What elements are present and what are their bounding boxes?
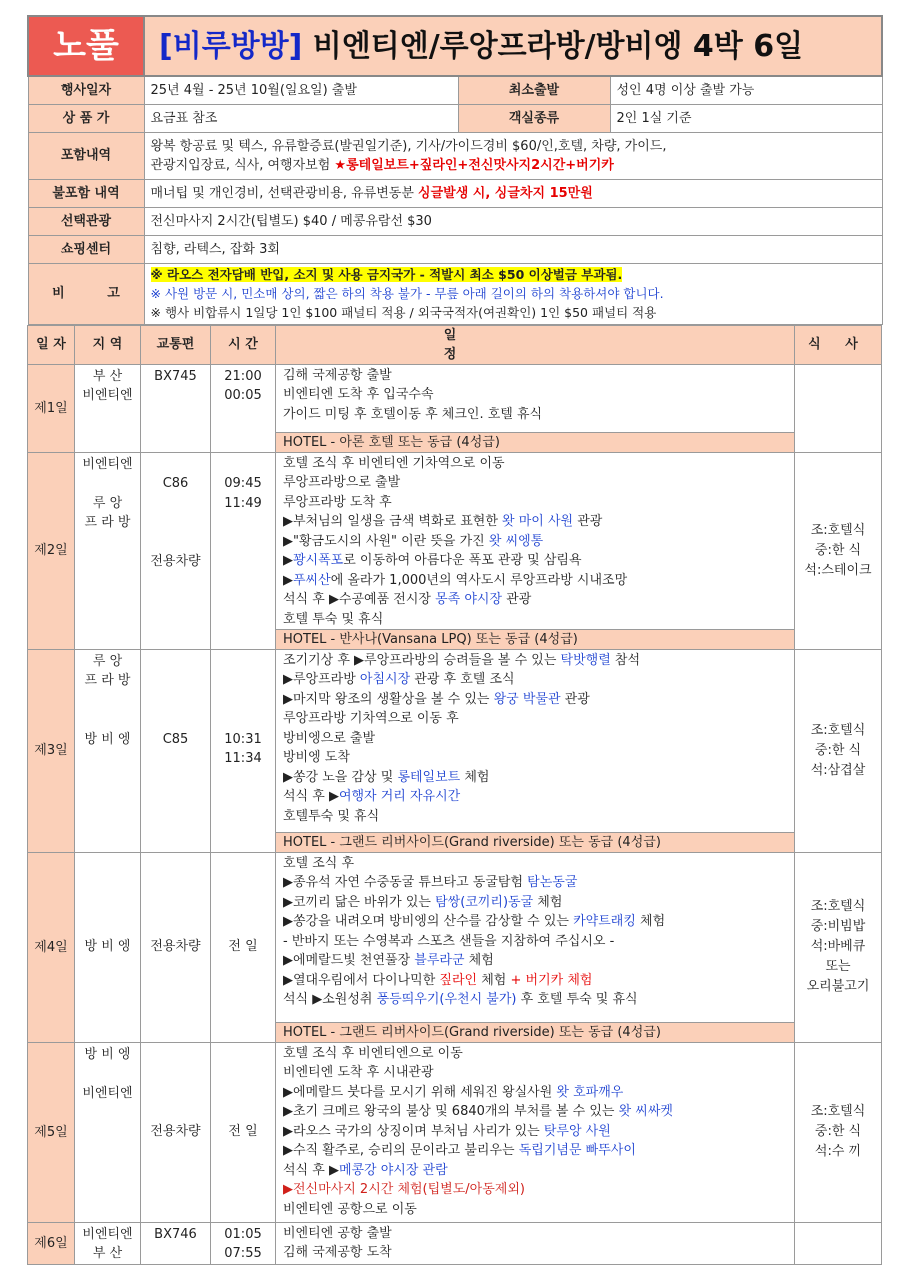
cell-line: 비엔티엔: [82, 1226, 133, 1242]
day-label: 제6일: [28, 1222, 75, 1264]
schedule-text: ▶마지막 왕조의 생활상을 볼 수 있는: [283, 691, 494, 707]
shop-label: 쇼핑센터: [28, 235, 144, 263]
highlight-text: 풍등띄우기(우천시 불가): [376, 992, 517, 1007]
itinerary-day-row: [28, 649, 882, 852]
excl-label: 불포함 내역: [28, 179, 144, 207]
min-value: 성인 4명 이상 출발 가능: [610, 76, 882, 104]
highlight-text: 왓 씨싸켓: [618, 1104, 673, 1119]
schedule-line: [276, 1102, 794, 1122]
hotel-info: HOTEL - 그랜드 리버사이드(Grand riverside) 또는 동급 (4성급): [276, 1022, 794, 1042]
schedule-line: [276, 807, 794, 827]
region-cell: [75, 364, 141, 452]
room-label: 객실종류: [458, 104, 610, 132]
cell-line: 00:05: [224, 388, 262, 403]
incl-line2-text: 관광지입장료, 식사, 여행자보험: [150, 157, 335, 173]
schedule-text: 체험: [533, 894, 563, 910]
schedule-text: 김해 국제공항 도착: [283, 1245, 392, 1260]
cell-line: [141, 710, 210, 730]
time-cell: [211, 1222, 276, 1264]
cell-line: 프 라 방: [84, 515, 131, 530]
shop-value: 침향, 라텍스, 잡화 3회: [144, 235, 882, 263]
highlight-text: 탓루앙 사원: [543, 1123, 611, 1139]
transport-cell: [141, 1042, 211, 1222]
highlight-text: 탁밧행렬: [560, 652, 611, 668]
brand-logo: 노풀: [28, 16, 144, 76]
schedule-line: [276, 670, 794, 690]
cell-line: [75, 710, 140, 730]
schedule-cell: [276, 649, 795, 852]
incl-line1: 왕복 항공료 및 텍스, 유류할증료(발권일기준), 기사/가이드경비 $60/인,호텔, 차량, 가이드,: [150, 138, 667, 154]
transport-cell: [141, 1222, 211, 1264]
schedule-text: 비엔티엔 공항 출발: [283, 1225, 392, 1241]
day-label: 제4일: [28, 852, 75, 1042]
schedule-text: 비엔티엔 공항으로 이동: [283, 1201, 417, 1217]
hotel-info: HOTEL - 아론 호텔 또는 동급 (4성급): [276, 432, 794, 452]
schedule-text: ▶쏭강 노을 감상 및: [283, 769, 398, 785]
schedule-text: 조기기상 후 ▶루앙프라방의 승려들을 볼 수 있는: [283, 652, 561, 668]
meal-cell: [795, 1042, 882, 1222]
header-col-region: 지 역: [75, 325, 141, 364]
header-col-time: 시 간: [211, 325, 276, 364]
header-col-schedule: 일 정: [276, 325, 795, 364]
info-table: [27, 15, 883, 325]
transport-cell: [141, 452, 211, 649]
schedule-text: 비엔티엔 도착 후 시내관광: [283, 1065, 434, 1080]
schedule-line: [276, 493, 794, 513]
cell-line: 부 산: [92, 1246, 123, 1261]
cell-line: [75, 1064, 140, 1084]
schedule-text: 석식 후 ▶수공예품 전시장: [283, 592, 436, 607]
itinerary-day-row: [28, 452, 882, 649]
highlight-text: 꽝시폭포: [293, 553, 344, 568]
cell-line: [141, 533, 210, 553]
meal-item: 석:수 끼: [814, 1144, 862, 1159]
schedule-line: [276, 610, 794, 630]
cell-line: 전 일: [228, 939, 258, 955]
schedule-text: 석식 ▶소원성취: [283, 992, 377, 1007]
excl-single-charge: 싱글발생 시, 싱글차지 15만원: [418, 185, 593, 201]
highlight-text: ▶전신마사지 2시간 체험(팁별도/아동제외): [283, 1182, 525, 1197]
schedule-text: 체험: [477, 972, 511, 988]
cell-line: 전용차량: [150, 1124, 201, 1140]
cell-line: C86: [162, 476, 189, 491]
cell-line: 방 비 엥: [84, 731, 131, 747]
cell-line: 루 앙: [92, 495, 123, 511]
region-cell: [75, 452, 141, 649]
cell-line: 전용차량: [150, 939, 201, 955]
cell-line: 루 앙: [92, 653, 123, 669]
cell-line: [211, 671, 275, 691]
schedule-text: 참석: [610, 652, 641, 668]
schedule-text: 호텔 조식 후: [283, 855, 355, 871]
transport-cell: [141, 649, 211, 852]
schedule-text: 김해 국제공항 출발: [283, 367, 392, 383]
schedule-line: [276, 454, 794, 474]
schedule-line: [276, 1161, 794, 1181]
schedule-line: [276, 512, 794, 532]
schedule-text: ▶루앙프라방: [283, 672, 360, 687]
time-cell: [211, 852, 276, 1042]
cell-line: 부 산: [92, 368, 123, 384]
schedule-text: ▶부처님의 일생을 금색 벽화로 표현한: [283, 514, 503, 529]
cell-line: [141, 691, 210, 711]
schedule-text: 관광 후 호텔 조식: [410, 672, 515, 687]
hotel-info: HOTEL - 반사나(Vansana LPQ) 또는 동급 (4성급): [276, 629, 794, 649]
schedule-text: 후 호텔 투숙 및 휴식: [516, 992, 638, 1007]
region-cell: [75, 649, 141, 852]
schedule-cell: [276, 1042, 795, 1222]
highlight-text: 왕궁 박물관: [493, 691, 561, 707]
header-col-day: 일 자: [28, 325, 75, 364]
period-label: 행사일자: [28, 76, 144, 104]
itinerary-day-row: [28, 364, 882, 452]
cell-line: 21:00: [224, 368, 262, 384]
schedule-line: [276, 1141, 794, 1161]
schedule-cell: [276, 852, 795, 1042]
day-label: 제3일: [28, 649, 75, 852]
time-cell: [211, 649, 276, 852]
meal-item: 중:한 식: [814, 542, 862, 558]
schedule-line: [276, 1063, 794, 1083]
schedule-text: ▶종유석 자연 수중동굴 튜브타고 동굴탐험: [283, 875, 528, 890]
room-value: 2인 1실 기준: [610, 104, 882, 132]
schedule-text: 체험: [635, 914, 666, 929]
schedule-line: [276, 532, 794, 552]
opt-label: 선택관광: [28, 207, 144, 235]
cell-line: 전 일: [228, 1124, 258, 1140]
schedule-line: [276, 651, 794, 671]
cell-line: [211, 652, 275, 672]
time-cell: [211, 452, 276, 649]
schedule-text: 체험: [464, 953, 494, 968]
schedule-text: 석식 후 ▶: [283, 1162, 339, 1178]
excl-value: [144, 179, 882, 207]
schedule-line: [276, 873, 794, 893]
title-main: 비엔티엔/루앙프라방/방비엥 4박 6일: [302, 28, 804, 64]
schedule-text: 관광: [560, 691, 590, 707]
schedule-line: [276, 951, 794, 971]
cell-line: BX745: [154, 368, 197, 384]
excl-text: 매너팁 및 개인경비, 선택관광비용, 유류변동분: [150, 185, 419, 201]
schedule-line: [276, 729, 794, 749]
schedule-line: [276, 690, 794, 710]
schedule-text: ▶초기 크메르 왕국의 불상 및 6840개의 부처를 볼 수 있는: [283, 1104, 619, 1119]
schedule-line: [276, 971, 794, 991]
cell-line: 프 라 방: [84, 673, 131, 688]
cell-line: [75, 474, 140, 494]
highlight-text: 독립기념문 빠뚜사이: [518, 1143, 636, 1158]
schedule-text: 관광: [502, 592, 532, 607]
period-value: 25년 4월 - 25년 10월(일요일) 출발: [144, 76, 458, 104]
highlight-text: 탐논동굴: [527, 875, 578, 890]
schedule-text: - 반바지 또는 수영복과 스포츠 샌들을 지참하여 주십시오 -: [283, 933, 615, 949]
schedule-line: [276, 385, 794, 405]
schedule-text: 루앙프라방 도착 후: [283, 494, 392, 510]
cell-line: [211, 691, 275, 711]
cell-line: 방 비 엥: [84, 1046, 131, 1062]
highlight-text: 왓 씨엥통: [488, 533, 544, 549]
cell-line: BX746: [154, 1226, 197, 1242]
meal-cell: [795, 364, 882, 452]
cell-line: [141, 494, 210, 514]
price-label: 상 품 가: [28, 104, 144, 132]
note-value: [144, 263, 882, 324]
highlight-text: 카약트래킹: [573, 914, 636, 929]
day-label: 제1일: [28, 364, 75, 452]
time-cell: [211, 364, 276, 452]
incl-value: [144, 132, 882, 179]
meal-item: 조:호텔식: [810, 899, 866, 914]
schedule-text: 에 올라가 1,000년의 역사도시 루앙프라방 시내조망: [330, 572, 628, 588]
time-cell: [211, 1042, 276, 1222]
highlight-text: 왓 호파깨우: [556, 1084, 624, 1100]
schedule-line: [276, 473, 794, 493]
schedule-line: [276, 990, 794, 1010]
meal-cell: [795, 649, 882, 852]
meal-cell: [795, 1222, 882, 1264]
incl-highlight: ★롱테일보트+짚라인+전신맛사지2시간+버기카: [334, 157, 614, 173]
schedule-line: [276, 1224, 794, 1244]
schedule-text: 방비엥 도착: [283, 750, 350, 765]
highlight-text: 아침시장: [359, 672, 411, 687]
schedule-line: [276, 1044, 794, 1064]
schedule-text: 방비엥으로 출발: [283, 730, 376, 746]
cell-line: [211, 710, 275, 730]
schedule-line: [276, 893, 794, 913]
cell-line: C85: [162, 731, 189, 747]
schedule-text: ▶코끼리 닮은 바위가 있는: [283, 894, 436, 910]
itinerary-document: [27, 15, 881, 1265]
schedule-line: [276, 1180, 794, 1200]
itinerary-day-row: [28, 852, 882, 1042]
day-label: 제2일: [28, 452, 75, 649]
meal-item: 조:호텔식: [810, 1104, 866, 1119]
meal-item: 조:호텔식: [810, 522, 866, 538]
schedule-text: 호텔투숙 및 휴식: [283, 808, 380, 824]
cell-line: 비엔티엔: [82, 456, 133, 472]
meal-item: 중:비빔밥: [810, 919, 866, 934]
schedule-text: 로 이동하여 아름다운 폭포 관광 및 삼림욕: [343, 553, 582, 568]
highlight-text: 푸씨산: [293, 572, 331, 588]
schedule-line: [276, 366, 794, 386]
schedule-line: [276, 551, 794, 571]
cell-line: 방 비 엥: [84, 939, 131, 955]
note-penalty: ※ 행사 비합류시 1일당 1인 $100 패널티 적용 / 외국국적자(여권확인) 1인 $50 패널티 적용: [150, 305, 657, 320]
meal-item: 중:한 식: [814, 1124, 862, 1139]
schedule-text: ▶에메랄드빛 천연풀장: [283, 953, 415, 968]
highlight-text: 블루라군: [414, 953, 465, 968]
schedule-text: ▶라오스 국가의 상징이며 부처님 사리가 있는: [283, 1123, 544, 1139]
schedule-text: 호텔 조식 후 비엔티엔으로 이동: [283, 1045, 463, 1061]
meal-item: 조:호텔식: [810, 722, 866, 738]
header-col-transport: 교통편: [141, 325, 211, 364]
schedule-text: 호텔 조식 후 비엔티엔 기차역으로 이동: [283, 455, 505, 471]
schedule-line: [276, 768, 794, 788]
schedule-line: [276, 1200, 794, 1220]
meal-cell: [795, 852, 882, 1042]
schedule-text: ▶수직 활주로, 승리의 문이라고 불리우는: [283, 1143, 519, 1158]
page-title: [144, 16, 882, 76]
meal-cell: [795, 452, 882, 649]
schedule-line: [276, 405, 794, 425]
itinerary-table: [27, 325, 882, 1265]
schedule-text: ▶: [283, 553, 293, 568]
note-ecig: ※ 라오스 전자담배 반입, 소지 및 사용 금지국가 - 적발시 최소 $50 이상벌금 부과됨.: [150, 267, 623, 282]
transport-cell: [141, 852, 211, 1042]
cell-line: [141, 455, 210, 475]
meal-item: 중:한 식: [814, 742, 862, 758]
cell-line: 비엔티엔: [82, 1085, 133, 1101]
highlight-text: 몽족 야시장: [435, 592, 503, 607]
meal-item: 석:바베큐: [810, 939, 866, 954]
schedule-text: 호텔 투숙 및 휴식: [283, 611, 384, 627]
schedule-cell: [276, 1222, 795, 1264]
cell-line: 09:45: [224, 476, 262, 491]
schedule-text: 가이드 미팅 후 호텔이동 후 체크인. 호텔 휴식: [283, 406, 543, 422]
region-cell: [75, 852, 141, 1042]
schedule-text: ▶: [283, 572, 293, 588]
highlight-text: 탐쌍(코끼리)동굴: [435, 894, 534, 910]
schedule-line: [276, 854, 794, 874]
meal-item: 석:스테이크: [804, 562, 872, 578]
hotel-info: HOTEL - 그랜드 리버사이드(Grand riverside) 또는 동급 (4성급): [276, 832, 794, 852]
min-label: 최소출발: [458, 76, 610, 104]
schedule-line: [276, 932, 794, 952]
itinerary-day-row: [28, 1222, 882, 1264]
transport-cell: [141, 364, 211, 452]
cell-line: [141, 513, 210, 533]
schedule-line: [276, 571, 794, 591]
note-label: 비 고: [28, 263, 144, 324]
region-cell: [75, 1042, 141, 1222]
meal-item: 오리불고기: [806, 979, 870, 994]
note-dress: ※ 사원 방문 시, 민소매 상의, 짧은 하의 착용 불가 - 무릎 아래 길이의 하의 착용하셔야 합니다.: [150, 286, 664, 301]
header-col-meal: 식 사: [795, 325, 882, 364]
schedule-text: 체험: [460, 769, 490, 785]
highlight-text: 왓 마이 사원: [502, 514, 574, 529]
cell-line: 10:31: [224, 731, 262, 747]
schedule-line: [276, 748, 794, 768]
schedule-text: ▶열대우림에서 다이나믹한: [283, 972, 440, 988]
schedule-text: 관광: [573, 514, 603, 529]
highlight-text: + 버기카 체험: [510, 972, 593, 988]
cell-line: 비엔티엔: [82, 388, 133, 403]
cell-line: [141, 671, 210, 691]
schedule-text: 루앙프라방으로 출발: [283, 475, 401, 490]
schedule-text: 루앙프라방 기차역으로 이동 후: [283, 711, 459, 726]
schedule-line: [276, 787, 794, 807]
highlight-text: 메콩강 야시장 관람: [338, 1162, 448, 1178]
cell-line: 전용차량: [150, 554, 201, 569]
region-cell: [75, 1222, 141, 1264]
highlight-text: 짚라인: [439, 972, 478, 988]
cell-line: [141, 652, 210, 672]
title-bracket: [비루방방]: [159, 28, 303, 64]
schedule-text: 석식 후 ▶: [283, 789, 339, 804]
cell-line: [211, 455, 275, 475]
schedule-text: ▶에메랄드 붓다를 모시기 위해 세워진 왕실사원: [283, 1084, 557, 1100]
schedule-text: ▶"황금도시의 사원" 이란 뜻을 가진: [283, 533, 489, 549]
cell-line: [75, 691, 140, 711]
schedule-line: [276, 912, 794, 932]
cell-line: 07:55: [224, 1246, 262, 1261]
incl-label: 포함내역: [28, 132, 144, 179]
schedule-text: ▶쏭강을 내려오며 방비엥의 산수를 감상할 수 있는: [283, 914, 574, 929]
day-label: 제5일: [28, 1042, 75, 1222]
schedule-line: [276, 590, 794, 610]
meal-item: 또는: [825, 959, 851, 974]
incl-line2: [151, 156, 876, 175]
price-value: 요금표 참조: [144, 104, 458, 132]
opt-value: 전신마사지 2시간(팁별도) $40 / 메콩유람선 $30: [144, 207, 882, 235]
schedule-cell: [276, 364, 795, 452]
highlight-text: 여행자 거리 자유시간: [338, 789, 461, 804]
cell-line: 11:34: [224, 751, 262, 766]
schedule-cell: [276, 452, 795, 649]
highlight-text: 롱테일보트: [397, 769, 461, 785]
cell-line: 11:49: [224, 495, 262, 511]
schedule-line: [276, 709, 794, 729]
schedule-text: 비엔티엔 도착 후 입국수속: [283, 387, 434, 402]
cell-line: 01:05: [224, 1226, 262, 1242]
itinerary-day-row: [28, 1042, 882, 1222]
schedule-line: [276, 1243, 794, 1263]
schedule-line: [276, 1083, 794, 1103]
schedule-line: [276, 1122, 794, 1142]
meal-item: 석:삼겹살: [810, 762, 866, 778]
